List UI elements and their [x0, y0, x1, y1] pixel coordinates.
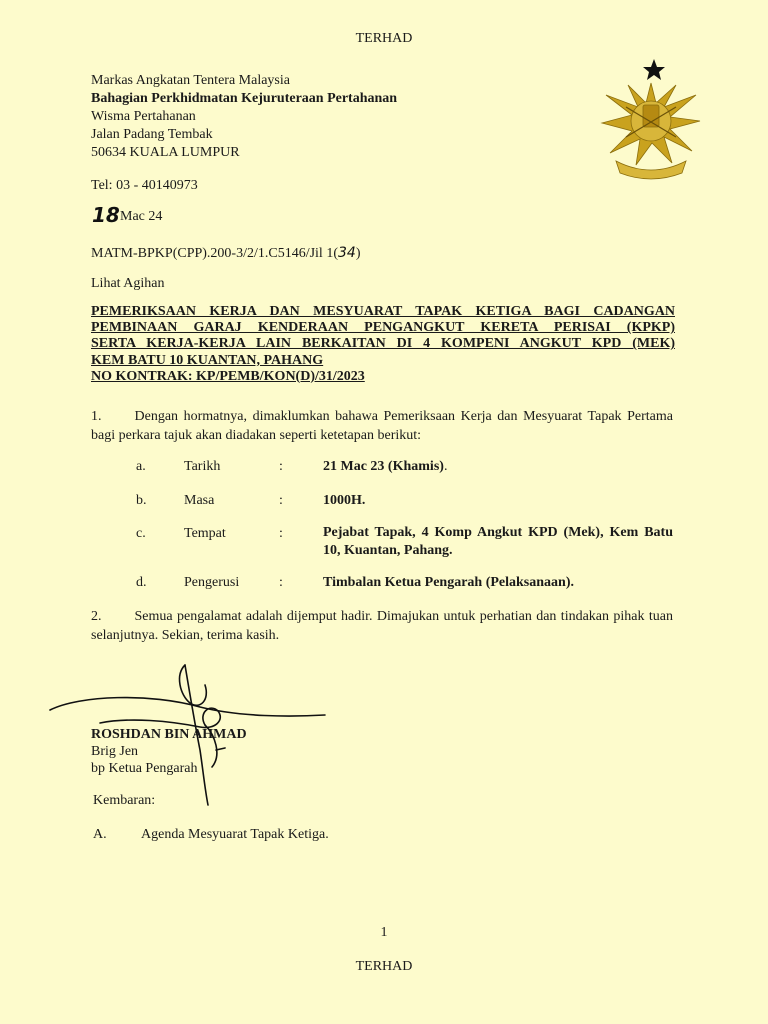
reference-number [91, 245, 360, 262]
detail-c-colon: : [279, 526, 283, 541]
sender-line-1: Markas Angkatan Tentera Malaysia [91, 73, 290, 88]
detail-a-value-trail: . [443, 459, 448, 474]
paragraph-1 [91, 407, 673, 445]
paragraph-2-text: Semua pengalamat adalah dijemput hadir. Dimajukan untuk perhatian dan tindakan pihak tuan selanjutnya. Sekian, terima kasih. [91, 609, 673, 643]
detail-d-letter: d. [136, 575, 147, 590]
sender-line-3: Wisma Pertahanan [91, 109, 196, 124]
date-printed: Mac 24 [120, 209, 163, 224]
reference-suffix: ) [355, 246, 361, 261]
enclosure-item-text: Agenda Mesyuarat Tapak Ketiga. [141, 827, 329, 842]
subject-line-3: SERTA KERJA-KERJA LAIN BERKAITAN DI 4 KOMPENI ANGKUT KPD (MEK) [91, 336, 675, 352]
paragraph-1-number: 1. [91, 409, 102, 424]
detail-d-colon: : [279, 575, 283, 590]
crest-emblem [596, 55, 706, 185]
sender-postcode-city: 50634 KUALA LUMPUR [91, 145, 240, 160]
date-handwritten-day: 18 [92, 203, 120, 227]
page-number: 1 [380, 925, 388, 940]
sender-line-4: Jalan Padang Tembak [91, 127, 213, 142]
detail-d-value: Timbalan Ketua Pengarah (Pelaksanaan). [323, 575, 574, 590]
sender-telephone: Tel: 03 - 40140973 [91, 178, 198, 193]
enclosure-heading: Kembaran: [93, 793, 156, 808]
detail-b-label: Masa [184, 493, 215, 508]
signatory-rank: Brig Jen [91, 744, 139, 759]
detail-a-colon: : [279, 459, 283, 474]
detail-b-colon: : [279, 493, 283, 508]
detail-a-letter: a. [136, 459, 146, 474]
subject-line-4: KEM BATU 10 KUANTAN, PAHANG [91, 352, 324, 368]
detail-d-label: Pengerusi [184, 575, 240, 590]
detail-a-value [323, 459, 447, 475]
paragraph-1-text: Dengan hormatnya, dimaklumkan bahawa Pemeriksaan Kerja dan Mesyuarat Tapak Pertama bagi perkara tajuk akan diadakan seperti ketetapan berikut: [91, 409, 673, 443]
subject-line-1: PEMERIKSAAN KERJA DAN MESYUARAT TAPAK KETIGA BAGI CADANGAN [91, 304, 675, 319]
paragraph-2-number: 2. [91, 609, 102, 624]
subject-contract-number: NO KONTRAK: KP/PEMB/KON(D)/31/2023 [91, 368, 365, 384]
detail-a-value-text: 21 Mac 23 (Khamis) [323, 459, 444, 474]
detail-c-value: Pejabat Tapak, 4 Komp Angkut KPD (Mek), Kem Batu 10, Kuantan, Pahang. [323, 525, 673, 558]
subject-line-2: PEMBINAAN GARAJ KENDERAAN PENGANGKUT KERETA PERISAI (KPKP) [91, 320, 675, 336]
sender-department: Bahagian Perkhidmatan Kejuruteraan Pertahanan [91, 91, 398, 106]
signatory-position: bp Ketua Pengarah [91, 761, 198, 776]
detail-a-label: Tarikh [184, 459, 221, 474]
paragraph-2 [91, 607, 673, 645]
classification-bottom: TERHAD [355, 959, 413, 974]
enclosure-item-letter: A. [93, 827, 107, 842]
distribution-note: Lihat Agihan [91, 276, 165, 291]
detail-b-value: 1000H. [323, 493, 366, 508]
subject-heading [91, 304, 675, 385]
classification-top: TERHAD [355, 31, 413, 46]
reference-prefix: MATM-BPKP(CPP).200-3/2/1.C5146/Jil 1( [91, 246, 338, 261]
signatory-name: ROSHDAN BIN AHMAD [91, 727, 247, 742]
reference-handwritten: 34 [337, 245, 356, 261]
detail-c-letter: c. [136, 526, 146, 541]
detail-b-letter: b. [136, 493, 147, 508]
detail-c-label: Tempat [184, 526, 226, 541]
